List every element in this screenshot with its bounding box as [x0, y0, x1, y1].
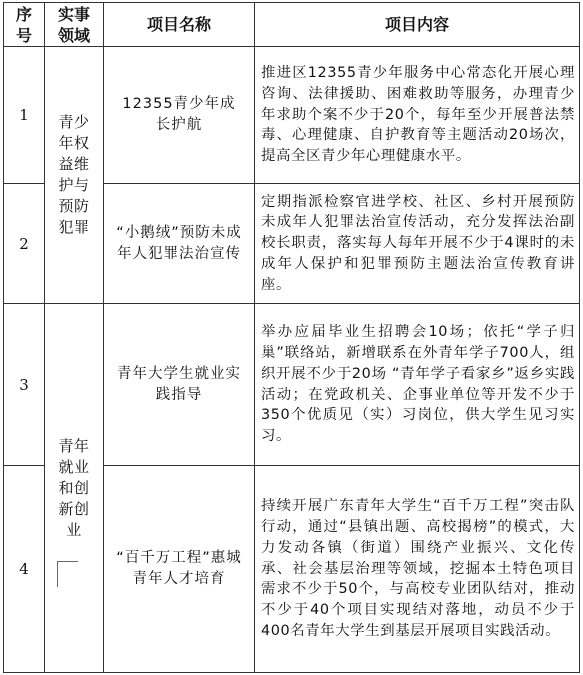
- header-domain: 实事 领域: [45, 3, 104, 47]
- table-header-row: [4, 3, 580, 47]
- table-row: [4, 47, 580, 184]
- project-content: 持续开展广东青年大学生“百千万工程”突击队行动，通过“县镇出题、高校揭榜”的模式，大力发动各镇（街道）围绕产业振兴、文化传承、社会基层治理等领域，挖掘本土特色项目需求不少于50个，与高校专业团队结对，推动不少于40个项目实现结对落地，动员不少于400名青年大学生到基层开展项目实践活动。: [255, 466, 580, 673]
- row-index: 2: [4, 184, 45, 304]
- project-content: 定期指派检察官进学校、社区、乡村开展预防未成年人犯罪法治宣传活动，充分发挥法治副校长职责，落实每人每年开展不少于4课时的未成年人保护和犯罪预防主题法治宣传教育讲座。: [255, 184, 580, 304]
- corner-mark: [57, 561, 78, 587]
- domain-cell: 青少年权益维护与预防犯罪: [45, 47, 104, 304]
- projects-table: [3, 2, 580, 673]
- table-row: [4, 304, 580, 466]
- project-content: 推进区12355青少年服务中心常态化开展心理咨询、法律援助、困难救助等服务，办理青少年求助个案不少于20个，每年至少开展普法禁毒、心理健康、自护教育等主题活动20场次，提高全区青少年心理健康水平。: [255, 47, 580, 184]
- header-project-content: 项目内容: [255, 3, 580, 47]
- project-name: “小鹅绒”预防未成年人犯罪法治宣传: [104, 184, 255, 304]
- header-index: 序 号: [4, 3, 45, 47]
- domain-cell: 青年就业和创新创业: [45, 304, 104, 673]
- header-project-name: 项目名称: [104, 3, 255, 47]
- row-index: 3: [4, 304, 45, 466]
- row-index: 1: [4, 47, 45, 184]
- project-content: 举办应届毕业生招聘会10场；依托“学子归巢”联络站，新增联系在外青年学子700人，组织开展不少于20场 “青年学子看家乡”返乡实践活动；在党政机关、企事业单位等开发不少于350个优质见（实）习岗位，供大学生见习实习。: [255, 304, 580, 466]
- project-name: 青年大学生就业实践指导: [104, 304, 255, 466]
- row-index: 4: [4, 466, 45, 673]
- project-name: “百千万工程”惠城青年人才培育: [104, 466, 255, 673]
- project-name: 12355青少年成长护航: [104, 47, 255, 184]
